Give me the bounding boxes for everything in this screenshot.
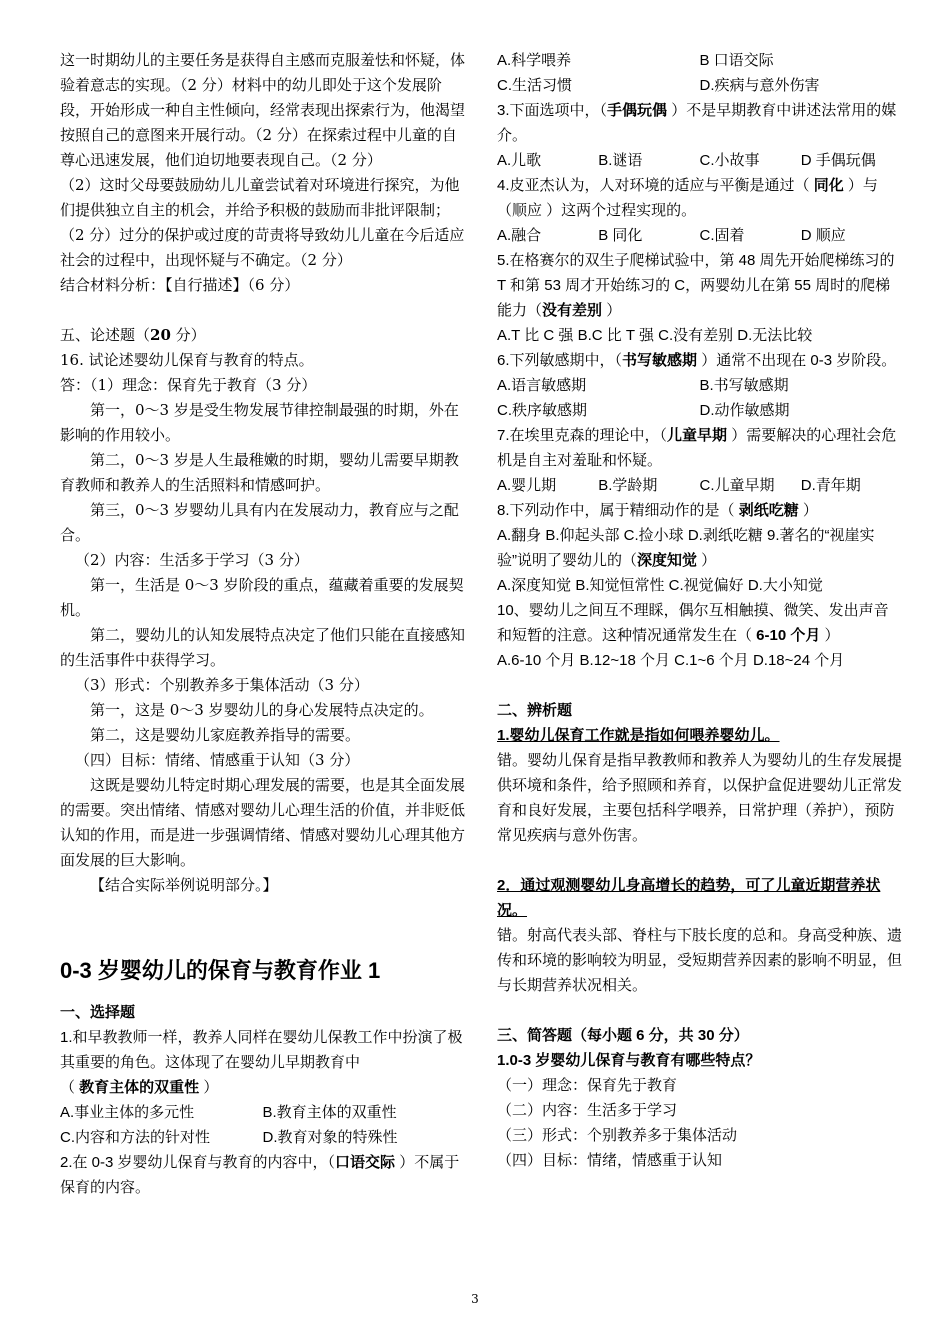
question: 10、婴幼儿之间互不理睬，偶尔互相触摸、微笑、发出声音和短暂的注意。这种情况通常发生在（ 6-10 个月 ） <box>497 602 889 644</box>
question: 1.0-3 岁婴幼儿保育与教育有哪些特点？ <box>497 1052 761 1069</box>
question: 4.皮亚杰认为，人对环境的适应与平衡是通过（ 同化 ）与（顺应 ）这两个过程实现的。 <box>497 177 878 219</box>
paragraph: （2）这时父母要鼓励幼儿儿童尝试着对环境进行探究，为他们提供独立自主的机会，并给予积极的鼓励而非批评限制；（2 分）过分的保护或过度的苛责将导致幼儿儿童在今后适应社会的过程中，出现怀疑与不确定。（2 分） <box>60 176 465 269</box>
options-row <box>497 223 902 248</box>
option: D.动作敏感期 <box>699 402 790 419</box>
list-item: （三）形式：个别教养多于集体活动 <box>497 1127 738 1144</box>
list-item: （二）内容：生活多于学习 <box>497 1102 678 1119</box>
question: 5.在格赛尔的双生子爬梯试验中，第 48 周先开始爬梯练习的 T 和第 53 周才开始练习的 C，两婴幼儿在第 55 周时的爬梯能力（没有差别 ） <box>497 252 895 319</box>
section-heading: 三、简答题（每小题 6 分，共 30 分） <box>497 1027 749 1044</box>
answer-detail: 错。婴幼儿保育是指早教教师和教养人为婴幼儿的生存发展提供环境和条件，给予照顾和养育，以保护盒促进婴幼儿正常发育和良好发展，主要包括科学喂养，日常护理（养护），预防常见疾病与意外伤害。 <box>497 752 903 844</box>
answer-point: （四）目标：情绪、情感重于认知（3 分） <box>75 751 360 769</box>
options-row <box>60 1125 465 1150</box>
options-line: A.翻身 B.仰起头部 C.捡小球 D.剥纸吃糖 9.著名的“视崖实验”说明了婴幼儿的（深度知觉 ） <box>497 527 875 569</box>
options-row <box>497 373 902 398</box>
option: A.语言敏感期 <box>497 377 587 394</box>
question: 2．通过观测婴幼儿身高增长的趋势，可了儿童近期营养状况。 <box>497 877 881 919</box>
option: C.固着 <box>699 227 745 244</box>
option: D 顺应 <box>800 227 846 244</box>
section-heading: 一、选择题 <box>60 1004 136 1021</box>
answer-detail: 【结合实际举例说明部分。】 <box>90 876 278 894</box>
option: C.小故事 <box>699 152 760 169</box>
options-row <box>497 73 902 98</box>
right-column <box>497 48 902 1173</box>
options-row <box>60 1100 465 1125</box>
options-line: A.深度知觉 B.知觉恒常性 C.视觉偏好 D.大小知觉 <box>497 577 823 594</box>
options-row <box>497 398 902 423</box>
question: 6.下列敏感期中，（书写敏感期 ）通常不出现在 0-3 岁阶段。 <box>497 352 897 369</box>
left-column <box>60 48 465 1200</box>
answer-detail: 第三，0～3 岁婴幼儿具有内在发展动力，教育应与之配合。 <box>60 501 459 544</box>
question: 8.下列动作中，属于精细动作的是（ 剥纸吃糖 ） <box>497 502 818 519</box>
paragraph: 这一时期幼儿的主要任务是获得自主感而克服羞怯和怀疑，体验着意志的实现。（2 分）材料中的幼儿即处于这个发展阶段，开始形成一种自主性倾向，经常表现出探索行为，他渴望按照自己的意图来开展行动。（2 分）在探索过程中儿童的自尊心迅速发展，他们迫切地要表现自己。（2 分） <box>60 51 466 169</box>
option: D.教育对象的特殊性 <box>262 1129 398 1146</box>
answer-detail: 这既是婴幼儿特定时期心理发展的需要，也是其全面发展的需要。突出情绪、情感对婴幼儿心理生活的价值，并非贬低认知的作用，而是进一步强调情绪、情感对婴幼儿心理其他方面发展的巨大影响。 <box>60 776 466 869</box>
list-item: （一）理念：保育先于教育 <box>497 1077 678 1094</box>
option: C.生活习惯 <box>497 77 573 94</box>
answer-point: （3）形式：个别教养多于集体活动（3 分） <box>75 676 369 694</box>
option: D.青年期 <box>800 477 861 494</box>
answer-detail: 错。射高代表头部、脊柱与下肢长度的总和。身高受种族、遗传和环境的影响较为明显，受短期营养因素的影响不明显，但与长期营养状况相关。 <box>497 927 903 994</box>
option: B 口语交际 <box>699 52 774 69</box>
answer-detail: 第二，0～3 岁是人生最稚嫩的时期，婴幼儿需要早期教育教师和教养人的生活照料和情感呵护。 <box>60 451 459 494</box>
question: 16. 试论述婴幼儿保育与教育的特点。 <box>60 351 314 369</box>
list-item: （四）目标：情绪，情感重于认知 <box>497 1152 723 1169</box>
option: C.秩序敏感期 <box>497 402 588 419</box>
options-line: A.6-10 个月 B.12~18 个月 C.1~6 个月 D.18~24 个月 <box>497 652 845 669</box>
option: B.教育主体的双重性 <box>262 1104 397 1121</box>
question: 1.和早教教师一样，教养人同样在婴幼儿保教工作中扮演了极其重要的角色。这体现了在婴幼儿早期教育中 <box>60 1029 463 1071</box>
section-heading: 五、论述题（20 分） <box>60 326 206 344</box>
option: A.儿歌 <box>497 152 542 169</box>
answer-detail: 第二，婴幼儿的认知发展特点决定了他们只能在直接感知的生活事件中获得学习。 <box>60 626 466 669</box>
option: B.学龄期 <box>598 477 658 494</box>
option: A.融合 <box>497 227 542 244</box>
option: B 同化 <box>598 227 643 244</box>
options-row <box>497 148 902 173</box>
paragraph: 结合材料分析：【自行描述】（6 分） <box>60 276 300 294</box>
option: D 手偶玩偶 <box>800 152 876 169</box>
option: A.科学喂养 <box>497 52 572 69</box>
answer-detail: 第一，这是 0～3 岁婴幼儿的身心发展特点决定的。 <box>90 701 434 719</box>
page-title: 0-3 岁婴幼儿的保育与教育作业 1 <box>60 958 381 983</box>
answer-point: （2）内容：生活多于学习（3 分） <box>75 551 309 569</box>
question: 7.在埃里克森的理论中，（儿童早期 ）需要解决的心理社会危机是自主对羞耻和怀疑。 <box>497 427 897 469</box>
answer-detail: 第二，这是婴幼儿家庭教养指导的需要。 <box>90 726 361 744</box>
answer-detail: 第一，0～3 岁是受生物发展节律控制最强的时期，外在影响的作用较小。 <box>60 401 459 444</box>
answer-detail: 第一，生活是 0～3 岁阶段的重点，蕴藏着重要的发展契机。 <box>60 576 464 619</box>
question: 3.下面选项中，（手偶玩偶 ）不是早期教育中讲述法常用的媒介。 <box>497 102 897 144</box>
option: A.事业主体的多元性 <box>60 1104 195 1121</box>
options-row <box>497 473 902 498</box>
options-row <box>497 48 902 73</box>
question-answer: （ 教育主体的双重性 ） <box>60 1079 219 1096</box>
option: B.书写敏感期 <box>699 377 789 394</box>
option: C.内容和方法的针对性 <box>60 1129 211 1146</box>
page-number: 3 <box>471 1292 479 1306</box>
answer-point: 答：（1）理念：保育先于教育（3 分） <box>60 376 317 394</box>
section-heading: 二、辨析题 <box>497 702 573 719</box>
question: 1.婴幼儿保育工作就是指如何喂养婴幼儿。 <box>497 727 780 744</box>
options-line: A.T 比 C 强 B.C 比 T 强 C.没有差别 D.无法比较 <box>497 327 813 344</box>
option: A.婴儿期 <box>497 477 557 494</box>
option: C.儿童早期 <box>699 477 775 494</box>
question: 2.在 0-3 岁婴幼儿保育与教育的内容中，（口语交际 ）不属于保育的内容。 <box>60 1154 460 1196</box>
option: B.谜语 <box>598 152 643 169</box>
option: D.疾病与意外伤害 <box>699 77 820 94</box>
